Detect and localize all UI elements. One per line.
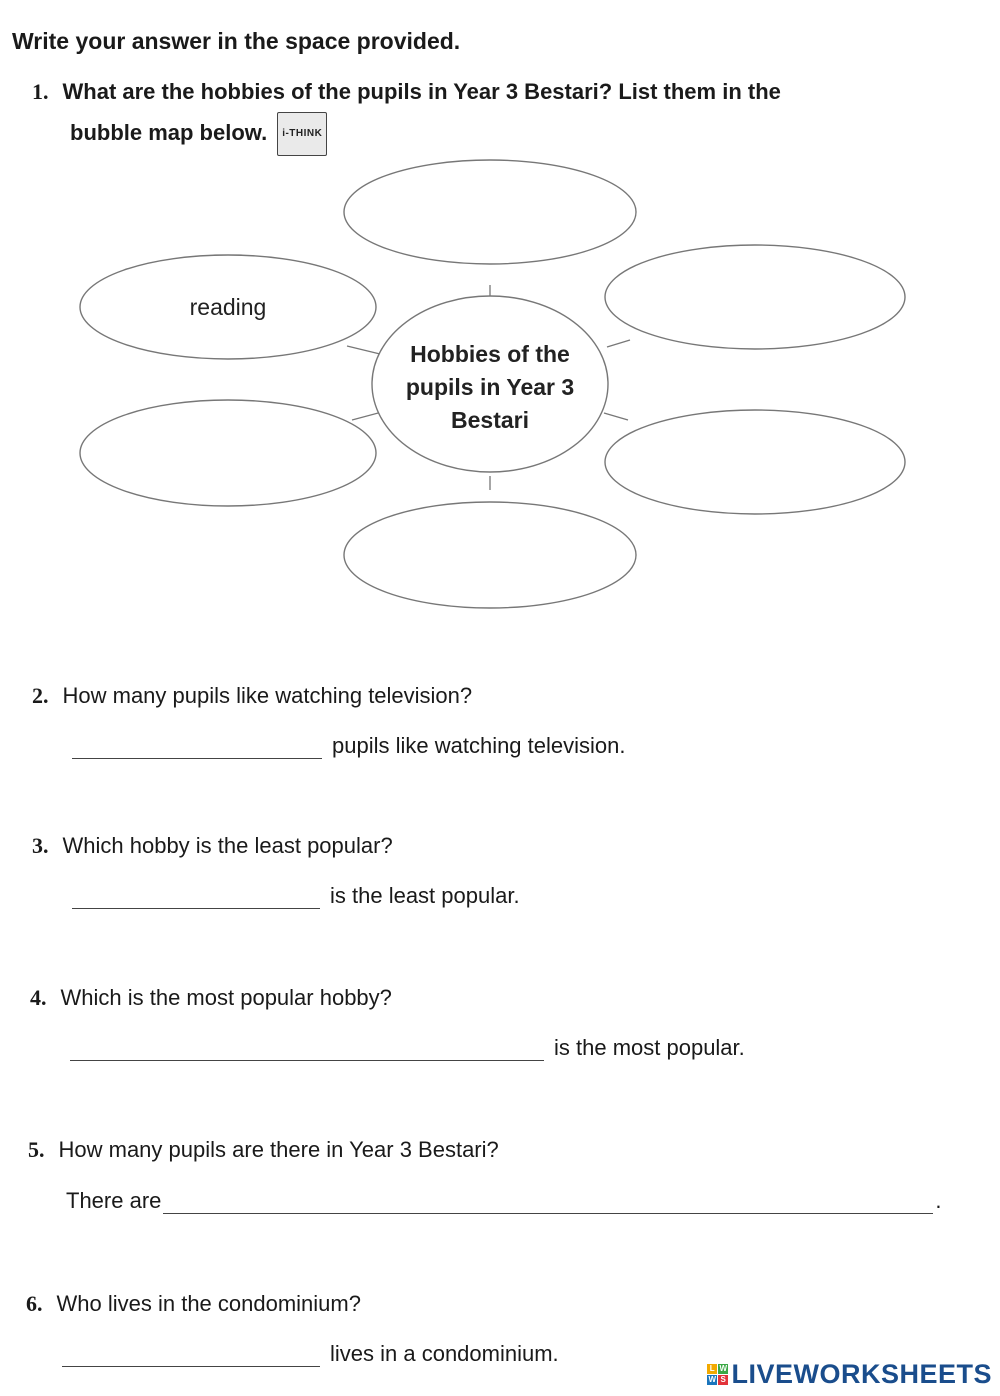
answer-3-suffix: is the least popular.	[330, 883, 520, 908]
answer-4-suffix: is the most popular.	[554, 1035, 745, 1060]
center-title-line3: Bestari	[451, 407, 529, 433]
question-number: 5.	[28, 1137, 45, 1162]
center-title-line1: Hobbies of the	[410, 341, 570, 367]
bubble-upper-right[interactable]	[605, 245, 905, 349]
logo-text: LIVEWORKSHEETS	[731, 1359, 992, 1389]
connector-lower-left	[352, 412, 382, 420]
connector-upper-right	[607, 340, 630, 347]
logo-mark-cell: S	[718, 1375, 728, 1385]
answer-row-2	[72, 733, 626, 759]
bubble-lower-left[interactable]	[80, 400, 376, 506]
question-4	[30, 985, 392, 1011]
bubble-bottom[interactable]	[344, 502, 636, 608]
question-3-text: Which hobby is the least popular?	[62, 833, 393, 858]
answer-blank-5[interactable]	[163, 1191, 933, 1214]
question-2	[32, 683, 472, 709]
question-number: 2.	[32, 683, 49, 708]
logo-mark-icon	[707, 1364, 728, 1385]
question-2-text: How many pupils like watching television?	[62, 683, 473, 708]
answer-row-4	[70, 1035, 745, 1061]
answer-row-6	[62, 1341, 559, 1367]
question-5	[28, 1137, 499, 1163]
i-think-badge: i-THINK	[277, 112, 327, 156]
question-number: 6.	[26, 1291, 43, 1316]
logo-mark-cell: W	[708, 1375, 717, 1384]
answer-row-5	[66, 1188, 942, 1214]
question-3	[32, 833, 393, 859]
answer-blank-6[interactable]	[62, 1344, 320, 1367]
connector-upper-left	[347, 346, 380, 354]
question-5-text: How many pupils are there in Year 3 Bestari?	[58, 1137, 499, 1162]
bubble-lower-right[interactable]	[605, 410, 905, 514]
answer-2-suffix: pupils like watching television.	[332, 733, 626, 758]
question-4-text: Which is the most popular hobby?	[60, 985, 392, 1010]
center-title-line2: pupils in Year 3	[405, 374, 575, 400]
logo-mark-cell: W	[719, 1364, 728, 1373]
question-6	[26, 1291, 361, 1317]
instruction: Write your answer in the space provided.	[12, 28, 461, 54]
question-number: 4.	[30, 985, 47, 1010]
question-number: 1.	[32, 79, 49, 104]
question-1	[32, 72, 982, 156]
question-1-text-line2: bubble map below.	[70, 119, 268, 145]
bubble-filled-text: reading	[189, 294, 267, 320]
answer-5-prefix: There are	[66, 1188, 162, 1213]
question-1-text-line1: What are the hobbies of the pupils in Year 3 Bestari? List them in the	[62, 79, 781, 104]
bubble-top[interactable]	[344, 160, 636, 264]
answer-blank-2[interactable]	[72, 736, 322, 759]
bubble-map	[0, 150, 1000, 630]
answer-blank-4[interactable]	[70, 1038, 544, 1061]
answer-row-3	[72, 883, 520, 909]
liveworksheets-logo	[707, 1359, 992, 1390]
question-number: 3.	[32, 833, 49, 858]
logo-mark-cell: L	[707, 1364, 717, 1374]
answer-5-end: .	[935, 1188, 942, 1213]
answer-6-suffix: lives in a condominium.	[330, 1341, 559, 1366]
question-6-text: Who lives in the condominium?	[56, 1291, 361, 1316]
connector-lower-right	[604, 413, 628, 420]
answer-blank-3[interactable]	[72, 886, 320, 909]
